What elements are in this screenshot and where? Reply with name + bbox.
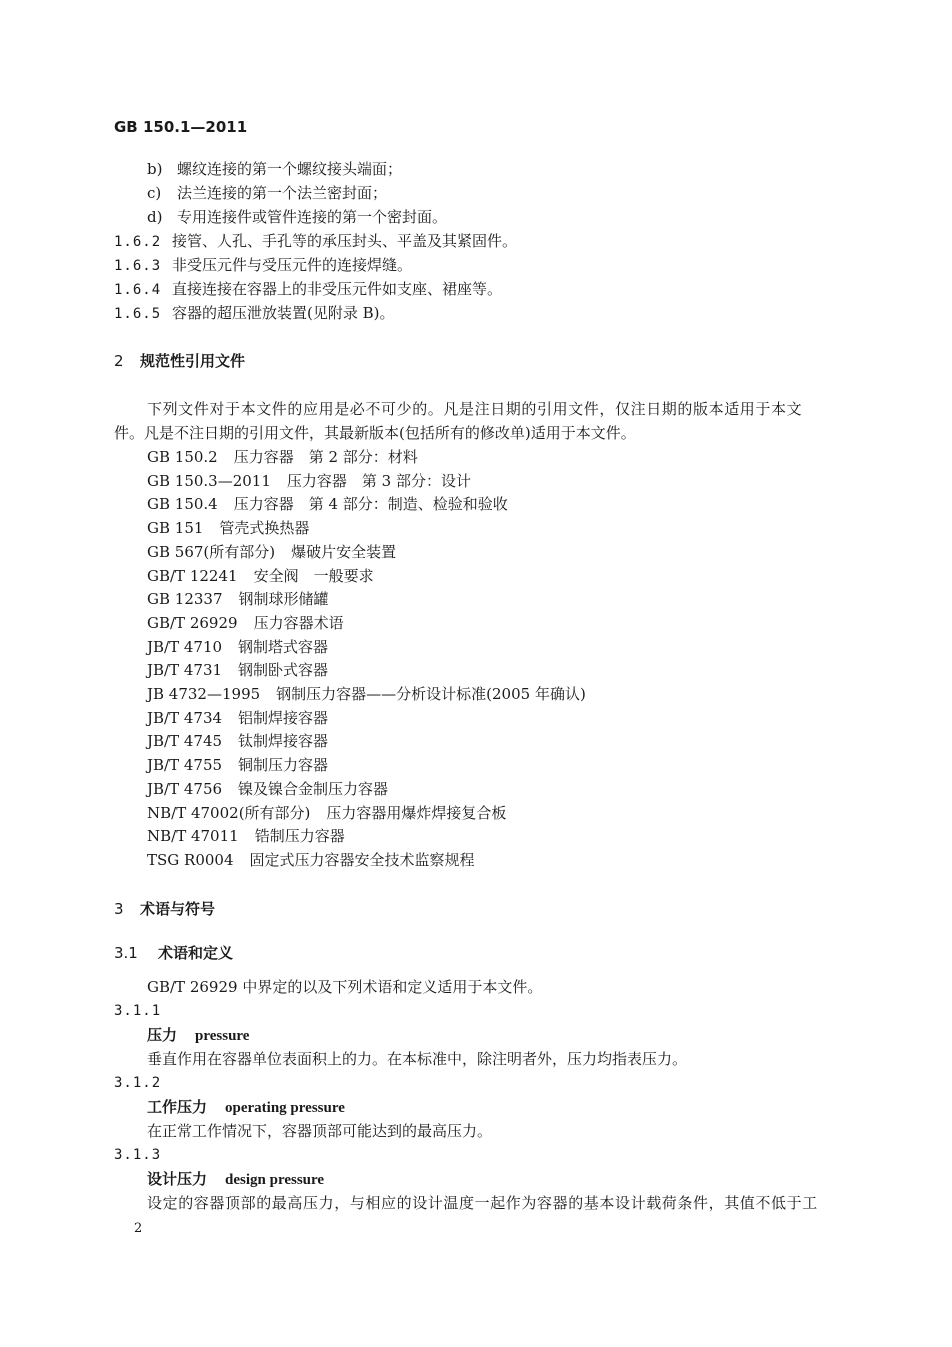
page-number: 2 — [134, 1221, 143, 1236]
term-heading — [147, 1025, 249, 1046]
reference-title: 管壳式换热器 — [219, 519, 310, 537]
reference-code: GB 150.3—2011 — [147, 472, 271, 490]
reference-code: JB 4732—1995 — [147, 685, 261, 703]
term-en: design pressure — [225, 1172, 325, 1188]
reference-code: GB/T 12241 — [147, 567, 238, 585]
reference-code: TSG R0004 — [147, 851, 234, 869]
list-item — [147, 207, 447, 227]
reference-title: 压力容器用爆炸焊接复合板 — [326, 804, 507, 822]
reference-code: GB 150.2 — [147, 448, 218, 466]
reference-code: JB/T 4756 — [147, 780, 223, 798]
reference-item — [147, 708, 328, 728]
reference-item — [147, 471, 471, 491]
reference-title: 安全阀 一般要求 — [253, 567, 374, 585]
term-number: 3.1.3 — [114, 1147, 162, 1163]
reference-title: 压力容器术语 — [253, 614, 344, 632]
term-definition: 垂直作用在容器单位表面积上的力。在本标准中，除注明者外，压力均指表压力。 — [147, 1050, 688, 1068]
reference-item — [147, 803, 506, 823]
clause-text: 接管、人孔、手孔等的承压封头、平盖及其紧固件。 — [172, 232, 518, 250]
reference-code: GB/T 26929 — [147, 614, 238, 632]
section-number: 3 — [114, 900, 124, 918]
reference-title: 固定式压力容器安全技术监察规程 — [249, 851, 475, 869]
reference-item — [147, 755, 328, 775]
reference-item — [147, 589, 329, 609]
section-number: 2 — [114, 352, 124, 370]
reference-code: JB/T 4755 — [147, 756, 223, 774]
reference-item — [147, 779, 388, 799]
term-definition: 在正常工作情况下，容器顶部可能达到的最高压力。 — [147, 1122, 493, 1140]
reference-title: 铜制压力容器 — [238, 756, 329, 774]
term-definition: 设定的容器顶部的最高压力，与相应的设计温度一起作为容器的基本设计载荷条件，其值不低于工 — [147, 1194, 818, 1212]
clause — [114, 255, 412, 276]
list-item-label: b) — [147, 160, 163, 178]
reference-item — [147, 613, 344, 633]
reference-title: 镍及镍合金制压力容器 — [238, 780, 389, 798]
reference-code: GB 12337 — [147, 590, 223, 608]
term-heading — [147, 1097, 345, 1118]
list-item-text: 螺纹连接的第一个螺纹接头端面； — [177, 160, 403, 178]
clause-number: 1.6.4 — [114, 282, 162, 298]
list-item-text: 专用连接件或管件连接的第一个密封面。 — [177, 208, 448, 226]
section-heading — [114, 899, 215, 919]
reference-title: 压力容器 第 2 部分：材料 — [233, 448, 418, 466]
clause — [114, 303, 395, 324]
reference-title: 钢制球形储罐 — [238, 590, 329, 608]
reference-title: 压力容器 第 3 部分：设计 — [286, 472, 471, 490]
reference-title: 爆破片安全装置 — [291, 543, 397, 561]
paragraph-line: 件。凡是不注日期的引用文件，其最新版本(包括所有的修改单)适用于本文件。 — [114, 424, 636, 442]
reference-title: 钢制塔式容器 — [238, 638, 329, 656]
list-item-label: d) — [147, 208, 163, 226]
reference-item — [147, 637, 328, 657]
reference-title: 钛制焊接容器 — [238, 732, 329, 750]
section-title: 术语与符号 — [140, 900, 216, 918]
clause — [114, 279, 502, 300]
subsection-number: 3.1 — [114, 944, 138, 962]
reference-item — [147, 684, 586, 704]
clause-text: 非受压元件与受压元件的连接焊缝。 — [172, 256, 413, 274]
reference-item — [147, 826, 345, 846]
term-en: operating pressure — [225, 1100, 345, 1116]
term-en: pressure — [195, 1028, 250, 1044]
list-item-label: c) — [147, 184, 162, 202]
reference-title: 铝制焊接容器 — [238, 709, 329, 727]
reference-item — [147, 566, 374, 586]
reference-code: JB/T 4734 — [147, 709, 223, 727]
list-item-text: 法兰连接的第一个法兰密封面； — [177, 184, 388, 202]
reference-code: GB 567(所有部分) — [147, 543, 276, 561]
reference-code: JB/T 4745 — [147, 732, 223, 750]
subsection-title: 术语和定义 — [158, 944, 234, 962]
paragraph-line: 下列文件对于本文件的应用是必不可少的。凡是注日期的引用文件，仅注日期的版本适用于本文 — [147, 400, 803, 418]
reference-code: NB/T 47011 — [147, 827, 239, 845]
reference-item — [147, 542, 396, 562]
standard-header: GB 150.1—2011 — [114, 118, 248, 136]
clause — [114, 231, 517, 252]
reference-item — [147, 731, 328, 751]
clause-number: 1.6.2 — [114, 234, 162, 250]
reference-item — [147, 660, 328, 680]
reference-code: GB 151 — [147, 519, 204, 537]
reference-code: JB/T 4731 — [147, 661, 223, 679]
subsection-heading — [114, 943, 233, 963]
term-zh: 压力 — [147, 1026, 178, 1044]
reference-code: GB 150.4 — [147, 495, 218, 513]
term-heading — [147, 1169, 324, 1190]
reference-title: 压力容器 第 4 部分：制造、检验和验收 — [233, 495, 508, 513]
clause-text: 直接连接在容器上的非受压元件如支座、裙座等。 — [172, 280, 503, 298]
clause-number: 1.6.5 — [114, 306, 162, 322]
reference-title: 锆制压力容器 — [254, 827, 345, 845]
list-item — [147, 183, 387, 203]
list-item — [147, 159, 402, 179]
reference-code: JB/T 4710 — [147, 638, 223, 656]
reference-item — [147, 518, 309, 538]
clause-number: 1.6.3 — [114, 258, 162, 274]
term-zh: 设计压力 — [147, 1170, 208, 1188]
reference-item — [147, 850, 475, 870]
term-number: 3.1.2 — [114, 1075, 162, 1091]
paragraph-line: GB/T 26929 中界定的以及下列术语和定义适用于本文件。 — [147, 978, 543, 996]
term-zh: 工作压力 — [147, 1098, 208, 1116]
section-title: 规范性引用文件 — [140, 352, 246, 370]
clause-text: 容器的超压泄放装置(见附录 B)。 — [172, 304, 395, 322]
section-heading — [114, 351, 245, 371]
reference-title: 钢制压力容器——分析设计标准(2005 年确认) — [276, 685, 586, 703]
reference-title: 钢制卧式容器 — [238, 661, 329, 679]
term-number: 3.1.1 — [114, 1003, 162, 1019]
reference-code: NB/T 47002(所有部分) — [147, 804, 311, 822]
reference-item — [147, 494, 508, 514]
reference-item — [147, 447, 418, 467]
